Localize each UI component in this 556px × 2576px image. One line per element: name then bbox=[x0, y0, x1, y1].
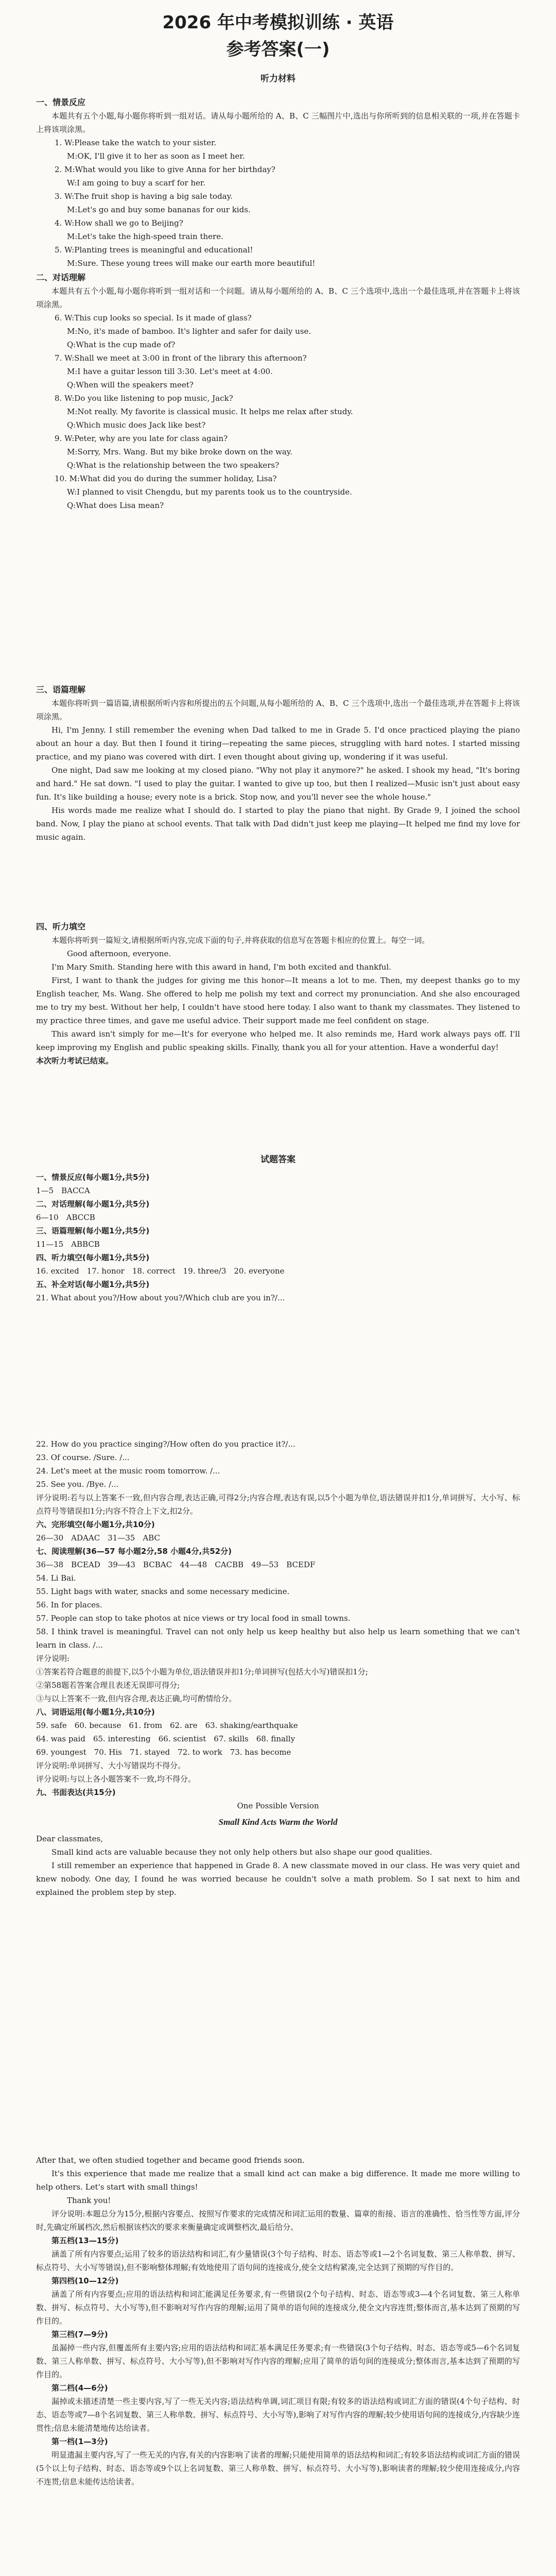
answer-line: 36—38 BCEAD 39—43 BCBAC 44—48 CACBB 49—53 BCEDF bbox=[36, 1560, 316, 1569]
answers-heading: 试题答案 bbox=[260, 1155, 296, 1165]
answer-line: 23. Of course. /Sure. /... bbox=[36, 1453, 130, 1462]
answer-line: 1—5 BACCA bbox=[36, 1186, 90, 1195]
grade-band-desc: 涵盖了所有内容要点;运用了较多的语法结构和词汇,有少量错误(3个句子结构、时态、语态等或1—2个名词复数、第三人称单数、拼写、标点符号、大小写等错误),但不影响整体理解;有效地使用了语句间的连接成分,使全文结构紧凑,完全达到了预期的写作目的。 bbox=[36, 2249, 520, 2272]
scoring-note: ①答案若符合题意的前提下,以5个小题为单位,语法错误并扣1分;单词拼写(包括大小写)错误扣1分; bbox=[36, 1667, 368, 1676]
scoring-note: ③与以上答案不一致,但内容合理,表达正确,均可酌情给分。 bbox=[36, 1694, 237, 1703]
listening-heading: 听力材料 bbox=[260, 74, 296, 84]
answer-section-title: 七、阅读理解(36—57 每小题2分,58 小题4分,共52分) bbox=[36, 1547, 232, 1556]
answer-line: 22. How do you practice singing?/How often do you practice it?/... bbox=[36, 1439, 296, 1449]
answer-line: 59. safe 60. because 61. from 62. are 63. shaking/earthquake bbox=[36, 1721, 298, 1730]
answer-line: 21. What about you?/How about you?/Which club are you in?/... bbox=[36, 1293, 285, 1302]
essay-paragraph: I still remember an experience that happened in Grade 8. A new classmate moved in our class. He was very quiet and knew nobody. One day, I found he was worried because he couldn't solve a math problem. So I sat next to him and explained the problem step by step. bbox=[36, 1861, 520, 1897]
answer-line: 69. youngest 70. His 71. stayed 72. to work 73. has become bbox=[36, 1748, 291, 1757]
instructions: 本题共有五个小题,每小题你将听到一组对话。请从每小题所给的 A、B、C 三幅图片中,选出与你所听到的信息相关联的一项,并在答题卡上将该项涂黑。 bbox=[36, 111, 520, 134]
answer-section-title: 三、语篇理解(每小题1分,共5分) bbox=[36, 1226, 150, 1235]
scoring-note: 评分说明:单词拼写、大小写错误均不得分。 bbox=[36, 1761, 186, 1770]
answer-section-title: 二、对话理解(每小题1分,共5分) bbox=[36, 1199, 150, 1209]
instructions: 本题你将听到一篇短文,请根据所听内容,完成下面的句子,并将获取的信息写在答题卡相应的位置上。每空一词。 bbox=[51, 936, 430, 945]
speech-paragraph: First, I want to thank the judges for giving me this honor—It means a lot to me. Then, my deepest thanks go to my English teacher, Ms. Wang. She offered to help me polish my text and correct my pronunciation. And she also encouraged me to try my best. Without her help, I couldn't have stood here today. I also want to thank my classmates. They listened to my practice three times, and gave me useful advice. Their support made me feel confident on stage. bbox=[36, 976, 520, 1025]
instructions: 本题共有五个小题,每小题你将听到一组对话和一个问题。请从每小题所给的 A、B、C 三个选项中,选出一个最佳选项,并在答题卡上将该项涂黑。 bbox=[36, 286, 520, 309]
essay-greeting: Dear classmates, bbox=[36, 1834, 103, 1843]
answer-line: 25. See you. /Bye. /... bbox=[36, 1480, 119, 1489]
dialog-line: M:OK, I'll give it to her as soon as I meet her. bbox=[67, 151, 245, 161]
dialog-line: Q:Which music does Jack like best? bbox=[67, 420, 206, 430]
answer-section-title: 八、词语运用(每小题1分,共10分) bbox=[36, 1707, 155, 1717]
answer-line: 56. In for places. bbox=[36, 1600, 102, 1609]
grade-band-title: 第三档(7—9分) bbox=[51, 2330, 108, 2339]
page-title: 2026 年中考模拟训练 · 英语 bbox=[162, 12, 394, 33]
dialog-line: W:I planned to visit Chengdu, but my parents took us to the countryside. bbox=[67, 487, 352, 497]
grade-band-title: 第一档(1—3分) bbox=[51, 2437, 108, 2446]
listening-part4 bbox=[36, 917, 520, 1067]
answer-section-title: 五、补全对话(每小题1分,共5分) bbox=[36, 1280, 150, 1289]
dialog-line: 4. W:How shall we go to Beijing? bbox=[55, 218, 183, 228]
essay-closing: Thank you! bbox=[67, 2196, 111, 2205]
answer-section-title: 四、听力填空(每小题1分,共5分) bbox=[36, 1253, 150, 1262]
section-heading: 三、语篇理解 bbox=[36, 685, 86, 694]
dialog-line: 9. W:Peter, why are you late for class again? bbox=[55, 434, 228, 443]
section-heading: 一、情景反应 bbox=[36, 97, 86, 107]
dialog-line: M:No, it's made of bamboo. It's lighter and safer for daily use. bbox=[67, 327, 311, 336]
scoring-note: 评分说明: bbox=[36, 1654, 70, 1663]
grade-band-desc: 明显遗漏主要内容,写了一些无关的内容,有关的内容影响了读者的理解;只能使用简单的语法结构和词汇;有较多语法结构或词汇方面的错误(5个以上句子结构、时态、语态等或9个以上名词复数、第三人称单数、拼写、标点符号、大小写等),影响读者的理解;较少使用连接成分,内容不连贯;信息未能传达给读者。 bbox=[36, 2450, 520, 2486]
scoring-intro: 评分说明:本题总分为15分,根据内容要点、按照写作要求的完成情况和词汇运用的数量、篇章的衔接、语言的准确性、恰当性等方面,评分时,先确定所属档次,然后根据该档次的要求来衡量确定或调整档次,最后给分。 bbox=[36, 2209, 520, 2232]
passage-paragraph: Hi, I'm Jenny. I still remember the evening when Dad talked to me in Grade 5. I'd once practiced playing the piano about an hour a day. But then I found it tiring—repeating the same pieces, struggling with hard notes. I started missing practice, and my piano was covered with dirt. I even thought about giving up, wondering if it was useful. bbox=[36, 725, 520, 761]
grade-band-desc: 涵盖了所有内容要点;应用的语法结构和词汇能满足任务要求,有一些错误(2个句子结构、时态、语态等或3—4个名词复数、第三人称单数、拼写、标点符号、大小写等),但不影响对写作内容的理解;运用了简单的语句间的连接成分,使全文内容连贯;整体而言,基本达到了预期的写作目的。 bbox=[36, 2290, 520, 2326]
essay-paragraph: After that, we often studied together and became good friends soon. bbox=[36, 2156, 305, 2165]
dialog-line: Q:When will the speakers meet? bbox=[67, 380, 194, 389]
passage-paragraph: One night, Dad saw me looking at my closed piano. "Why not play it anymore?" he asked. I shook my head, "It's boring and hard." He sat down. "I used to play the guitar. I wanted to give up too, but then I realized—Music isn't just about easy fun. It's like building a house; every note is a brick. Stop now, and you'll never see the whole house." bbox=[36, 766, 520, 802]
grade-band-title: 第二档(4—6分) bbox=[51, 2383, 108, 2393]
answer-line: 26—30 ADAAC 31—35 ABC bbox=[36, 1533, 160, 1543]
answer-line: 16. excited 17. honor 18. correct 19. three/3 20. everyone bbox=[36, 1266, 285, 1276]
dialog-line: 7. W:Shall we meet at 3:00 in front of the library this afternoon? bbox=[55, 353, 307, 363]
dialog-line: M:I have a guitar lesson till 3:30. Let's meet at 4:00. bbox=[67, 367, 273, 376]
listening-part2 bbox=[36, 268, 520, 512]
dialog-line: M:Not really. My favorite is classical music. It helps me relax after study. bbox=[67, 407, 353, 416]
page-subtitle: 参考答案(一) bbox=[226, 39, 330, 60]
scoring-note: 评分说明:与以上各小题答案不一致,均不得分。 bbox=[36, 1774, 196, 1784]
answer-line: 58. I think travel is meaningful. Travel can not only help us keep healthy but also help us learn something that we can't learn in class. /... bbox=[36, 1627, 520, 1650]
answer-line: 6—10 ABCCB bbox=[36, 1213, 95, 1222]
answer-section-title: 一、情景反应(每小题1分,共5分) bbox=[36, 1173, 150, 1182]
section-heading: 四、听力填空 bbox=[36, 922, 86, 931]
dialog-line: M:Sorry, Mrs. Wang. But my bike broke down on the way. bbox=[67, 447, 293, 456]
speech-paragraph: I'm Mary Smith. Standing here with this award in hand, I'm both excited and thankful. bbox=[51, 962, 391, 972]
speech-paragraph: This award isn't simply for me—It's for everyone who helped me. It also reminds me, Hard work always pays off. I'll keep improving my English and public speaking skills. Finally, thank you all for your attention. Have a wonderful day! bbox=[36, 1029, 520, 1052]
listening-part1 bbox=[36, 93, 520, 270]
grade-band-title: 第四档(10—12分) bbox=[51, 2276, 119, 2285]
answer-section-title: 六、完形填空(每小题1分,共10分) bbox=[36, 1520, 155, 1529]
answer-section-title: 九、书面表达(共15分) bbox=[36, 1788, 116, 1797]
answer-line: 57. People can stop to take photos at nice views or try local food in small towns. bbox=[36, 1614, 351, 1623]
dialog-line: Q:What does Lisa mean? bbox=[67, 501, 164, 510]
dialog-line: 6. W:This cup looks so special. Is it made of glass? bbox=[55, 313, 252, 323]
section-heading: 二、对话理解 bbox=[36, 273, 86, 282]
essay-title: Small Kind Acts Warm the World bbox=[218, 1817, 338, 1827]
dialog-line: 10. M:What did you do during the summer holiday, Lisa? bbox=[55, 474, 277, 483]
dialog-line: 3. W:The fruit shop is having a big sale today. bbox=[55, 192, 233, 201]
dialog-line: M:Let's go and buy some bananas for our kids. bbox=[67, 205, 251, 214]
end-note: 本次听力考试已结束。 bbox=[36, 1056, 114, 1065]
essay-paragraph: It's this experience that made me realize that a small kind act can make a big difference. It made me more willing to help others. Let's start with small things! bbox=[36, 2169, 520, 2192]
answer-line: 24. Let's meet at the music room tomorrow. /... bbox=[36, 1466, 220, 1476]
dialog-line: 8. W:Do you like listening to pop music, Jack? bbox=[55, 394, 233, 403]
dialog-line: Q:What is the relationship between the two speakers? bbox=[67, 461, 280, 470]
essay-paragraph: Small kind acts are valuable because they not only help others but also shape our good qualities. bbox=[51, 1848, 432, 1857]
dialog-line: 5. W:Planting trees is meaningful and educational! bbox=[55, 245, 253, 255]
dialog-line: M:Let's take the high-speed train there. bbox=[67, 232, 223, 241]
grade-band-desc: 漏掉或未描述清楚一些主要内容,写了一些无关内容;语法结构单调,词汇项目有限;有较多的语法结构或词汇方面的错误(4个句子结构、时态、语态等或7—8个名词复数、第三人称单数、拼写、标点符号、大小写等),影响了对写作内容的理解;较少使用语句间的连接成分,内容缺少连贯性;信息未能清楚地传达给读者。 bbox=[36, 2397, 520, 2433]
dialog-line: 1. W:Please take the watch to your sister. bbox=[55, 138, 217, 147]
dialog-line: 2. M:What would you like to give Anna for her birthday? bbox=[55, 165, 275, 174]
speech-opening: Good afternoon, everyone. bbox=[67, 949, 171, 958]
answer-line: 11—15 ABBCB bbox=[36, 1240, 100, 1249]
dialog-line: W:I am going to buy a scarf for her. bbox=[67, 178, 206, 188]
dialog-line: Q:What is the cup made of? bbox=[67, 340, 176, 349]
grade-band-desc: 虽漏掉一些内容,但覆盖所有主要内容;应用的语法结构和词汇基本满足任务要求;有一些错误(3个句子结构、时态、语态等或5—6个名词复数、第三人称单数、拼写、标点符号、大小写等),但不影响对写作内容的理解;应用了简单的语句间的连接成分;整体而言,基本达到了预期的写作目的。 bbox=[36, 2343, 520, 2379]
answers-section bbox=[36, 1149, 520, 1304]
answer-line: 64. was paid 65. interesting 66. scientist 67. skills 68. finally bbox=[36, 1734, 296, 1743]
essay-continued bbox=[36, 2154, 520, 2488]
scoring-note: ②第58题若答案合理且表述无误即可得分; bbox=[36, 1681, 180, 1690]
answers-continued bbox=[36, 1437, 520, 1899]
passage-paragraph: His words made me realize what I should do. I started to play the piano that night. By Grade 9, I joined the school band. Now, I play the piano at school events. That talk with Dad didn't just keep me playing—It helped me find my love for music again. bbox=[36, 806, 520, 842]
scoring-note: 评分说明:若与以上答案不一致,但内容合理,表达正确,可得2分;内容合理,表达有误,以5个小题为单位,语法错误并扣1分,单词拼写、大小写、标点符号等错误扣1分;内容不符合上下文,扣2分。 bbox=[36, 1493, 520, 1516]
page-header bbox=[36, 10, 520, 90]
sample-label: One Possible Version bbox=[237, 1801, 319, 1810]
answer-line: 55. Light bags with water, snacks and some necessary medicine. bbox=[36, 1587, 290, 1596]
instructions: 本题你将听到一篇语篇,请根据所听内容和所提出的五个问题,从每小题所给的 A、B、C 三个选项中,选出一个最佳选项,并在答题卡上将该项涂黑。 bbox=[36, 699, 520, 721]
listening-part3 bbox=[36, 680, 520, 844]
grade-band-title: 第五档(13—15分) bbox=[51, 2236, 119, 2245]
answer-line: 54. Li Bai. bbox=[36, 1573, 76, 1583]
dialog-line: M:Sure. These young trees will make our earth more beautiful! bbox=[67, 259, 316, 268]
